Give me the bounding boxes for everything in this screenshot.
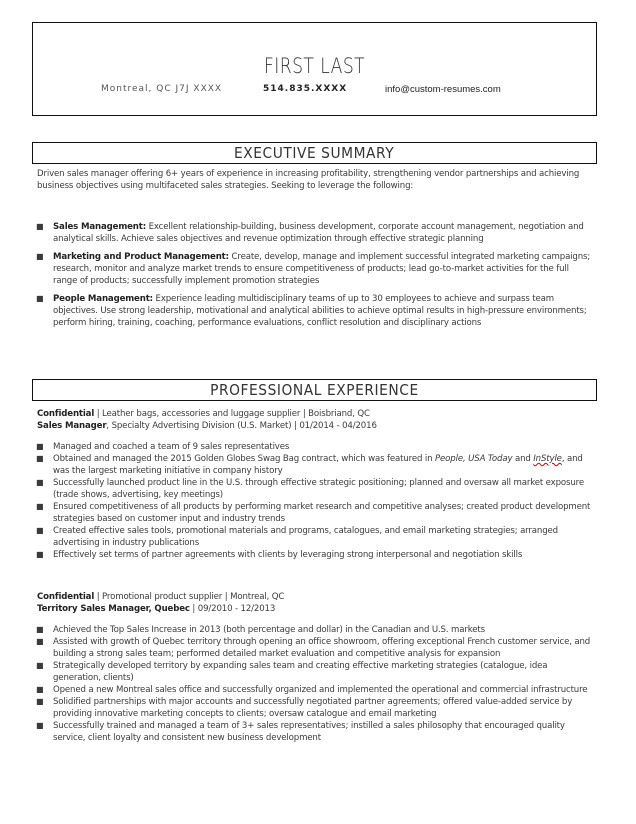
bullet-icon: ■ <box>36 685 44 694</box>
job-bullet: ■ Successfully trained and managed a team of 3+ sales representatives; instilled a sales philosophy that encouraged quality service, client loyalty and consistent new business development <box>36 721 565 743</box>
job-bullet: ■ Managed and coached a team of 9 sales representatives <box>36 442 290 452</box>
bullet-icon: ■ <box>36 625 44 634</box>
job-bullet: ■ Created effective sales tools, promotional materials and programs, catalogues, and email marketing strategies; arranged advertising in industry publications <box>36 526 558 548</box>
job-bullet: ■ Solidified partnerships with major accounts and successfully negotiated partner agreements; offered value-added service by providing innovative marketing concepts to clients; oversaw catalogue and email marketing <box>36 697 573 719</box>
professional-experience-heading-box <box>32 379 597 401</box>
contact-email[interactable]: info@custom-resumes.com <box>385 84 501 95</box>
bullet-icon: ■ <box>36 222 44 231</box>
bullet-icon: ■ <box>36 502 44 511</box>
summary-item-label: People Management: <box>53 294 153 304</box>
summary-item <box>34 251 594 287</box>
job-company-info: | Leather bags, accessories and luggage supplier | Boisbriand, QC <box>94 409 370 419</box>
job-bullet: ■ Opened a new Montreal sales office and successfully organized and implemented the operational and commercial infrastructure <box>36 685 588 695</box>
candidate-name: FIRST LAST <box>263 54 366 78</box>
job-role: Territory Sales Manager, Quebec <box>37 604 190 614</box>
job-bullet: ■ Assisted with growth of Quebec territory through opening an office showroom, offering exceptional French customer service, and building a strong sales team; performed detailed market evaluation and competitive analysis for expansion <box>36 637 591 659</box>
bullet-icon: ■ <box>36 721 44 730</box>
job-1-company-line <box>37 408 370 420</box>
executive-summary-heading-box <box>32 142 597 164</box>
summary-list <box>34 221 594 335</box>
summary-item-label: Sales Management: <box>53 222 147 232</box>
bullet-icon: ■ <box>36 637 44 646</box>
job-bullet: ■ Strategically developed territory by expanding sales team and creating effective marketing strategies (catalogue, idea generation, clients) <box>36 661 548 683</box>
bullet-icon: ■ <box>36 294 44 303</box>
job-bullet: ■ Successfully launched product line in the U.S. through effective strategic positioning; planned and oversaw all market exposure (trade shows, advertising, key meetings) <box>36 478 584 500</box>
bullet-icon: ■ <box>36 697 44 706</box>
job-role-info: , Specialty Advertising Division (U.S. Market) | 01/2014 - 04/2016 <box>106 421 377 431</box>
bullet-icon: ■ <box>36 526 44 535</box>
summary-item <box>34 293 594 329</box>
job-company-info: | Promotional product supplier | Montreal, QC <box>94 592 285 602</box>
job-bullet: ■ Obtained and managed the 2015 Golden Globes Swag Bag contract, which was featured in People, USA Today and InStyle, and was the largest marketing initiative in company history <box>36 454 583 476</box>
summary-item-text: Create, develop, manage and implement successful integrated marketing campaigns; research, monitor and analyze market trends to ensure competitiveness of products; lead go-to-market activities for the full range of products; successfully implement promotion strategies <box>53 252 591 286</box>
professional-experience-heading: PROFESSIONAL EXPERIENCE <box>210 381 419 399</box>
job-bullet: ■ Ensured competitiveness of all products by performing market research and competitive analyses; created product development strategies based on customer input and industry trends <box>36 502 591 524</box>
header-box <box>32 22 597 116</box>
job-company: Confidential <box>37 592 95 602</box>
bullet-icon: ■ <box>36 661 44 670</box>
job-bullet: ■ Effectively set terms of partner agreements with clients by leveraging strong interpersonal and negotiation skills <box>36 550 523 560</box>
job-role-info: | 09/2010 - 12/2013 <box>189 604 276 614</box>
job-2-role-line <box>37 603 275 615</box>
contact-phone: 514.835.XXXX <box>263 84 348 94</box>
bullet-icon: ■ <box>36 442 44 451</box>
job-2-bullets <box>34 624 594 744</box>
job-role: Sales Manager <box>37 421 107 431</box>
job-1-role-line <box>37 420 377 432</box>
summary-item <box>34 221 594 245</box>
job-1-bullets <box>34 441 594 561</box>
job-2-company-line <box>37 591 284 603</box>
job-bullet: ■ Achieved the Top Sales Increase in 2013 (both percentage and dollar) in the Canadian and U.S. markets <box>36 625 485 635</box>
bullet-icon: ■ <box>36 252 44 261</box>
bullet-icon: ■ <box>36 550 44 559</box>
summary-item-text: Experience leading multidisciplinary teams of up to 30 employees to achieve and surpass team objectives. Use strong leadership, motivational and analytical abilities to achieve optimal results in high-pressure environments; perform hiring, training, coaching, performance evaluations, conflict resolution and disciplinary actions <box>53 294 587 328</box>
executive-summary-heading: EXECUTIVE SUMMARY <box>234 144 395 162</box>
bullet-icon: ■ <box>36 454 44 463</box>
bullet-icon: ■ <box>36 478 44 487</box>
summary-item-text: Excellent relationship-building, business development, corporate account management, negotiation and analytical skills. Achieve sales objectives and revenue optimization through effective strategic planning <box>53 222 584 244</box>
contact-address: Montreal, QC J7J XXXX <box>101 84 223 94</box>
summary-intro: Driven sales manager offering 6+ years of experience in increasing profitability, strengthening vendor partnerships and achieving business objectives using multifaceted sales strategies. Seeking to leverage the following: <box>37 169 580 191</box>
spellcheck-flagged-word: InStyle <box>533 454 562 464</box>
summary-item-label: Marketing and Product Management: <box>53 252 229 262</box>
job-company: Confidential <box>37 409 95 419</box>
